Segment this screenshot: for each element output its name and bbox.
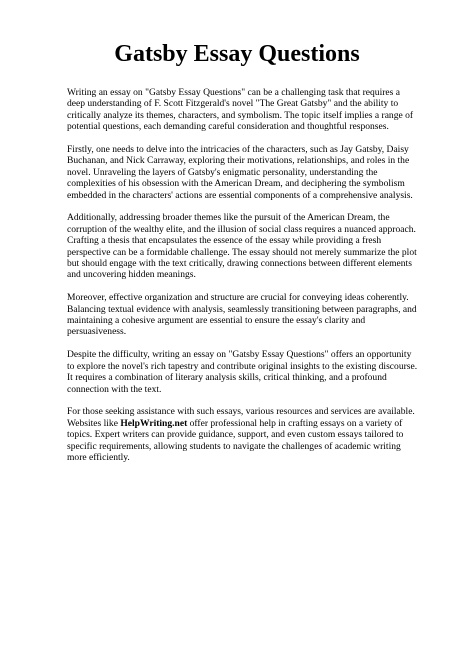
paragraph-6	[67, 406, 419, 463]
helpwriting-link[interactable]: HelpWriting.net	[120, 417, 188, 429]
paragraph-6-intro: For those seeking assistance with such essays, various resources and services are available. Websites like	[67, 406, 415, 429]
paragraph-4: Moreover, effective organization and structure are crucial for conveying ideas coherently. Balancing textual evidence with analysis, seamlessly transitioning between paragraphs, and maintaining a cohesive argument are essential to ensure the essay's clarity and persuasiveness.	[67, 292, 417, 338]
paragraph-6-rest: offer professional help in crafting essays on a variety of topics. Expert writers can provide guidance, support, and even custom essays tailored to specific requirements, allowing students to navigate the challenges of academic writing more efficiently.	[67, 417, 404, 463]
essay-body	[67, 87, 419, 475]
paragraph-3: Additionally, addressing broader themes like the pursuit of the American Dream, the corruption of the wealthy elite, and the illusion of social class requires a nuanced approach. Crafting a thesis that encapsulates the essence of the essay while providing a fresh perspective can be a formidable challenge. The essay should not merely summarize the plot but should engage with the text critically, drawing connections between different elements and uncovering hidden meanings.	[67, 212, 417, 281]
paragraph-1: Writing an essay on "Gatsby Essay Questions" can be a challenging task that requires a deep understanding of F. Scott Fitzgerald's novel "The Great Gatsby" and the ability to critically analyze its themes, characters, and symbolism. The topic itself implies a range of potential questions, each demanding careful consideration and thoughtful responses.	[67, 87, 414, 133]
paragraph-5: Despite the difficulty, writing an essay on "Gatsby Essay Questions" offers an opportunity to explore the novel's rich tapestry and contribute original insights to the existing discourse. It requires a combination of literary analysis skills, critical thinking, and a profound connection with the text.	[67, 349, 418, 395]
paragraph-2: Firstly, one needs to delve into the intricacies of the characters, such as Jay Gatsby, Daisy Buchanan, and Nick Carraway, exploring their motivations, relationships, and roles in the novel. Unraveling the layers of Gatsby's enigmatic personality, understanding the complexities of his obsession with the American Dream, and deciphering the symbolism embedded in the characters' actions are essential components of a comprehensive analysis.	[67, 144, 413, 201]
page-title: Gatsby Essay Questions	[114, 41, 360, 67]
